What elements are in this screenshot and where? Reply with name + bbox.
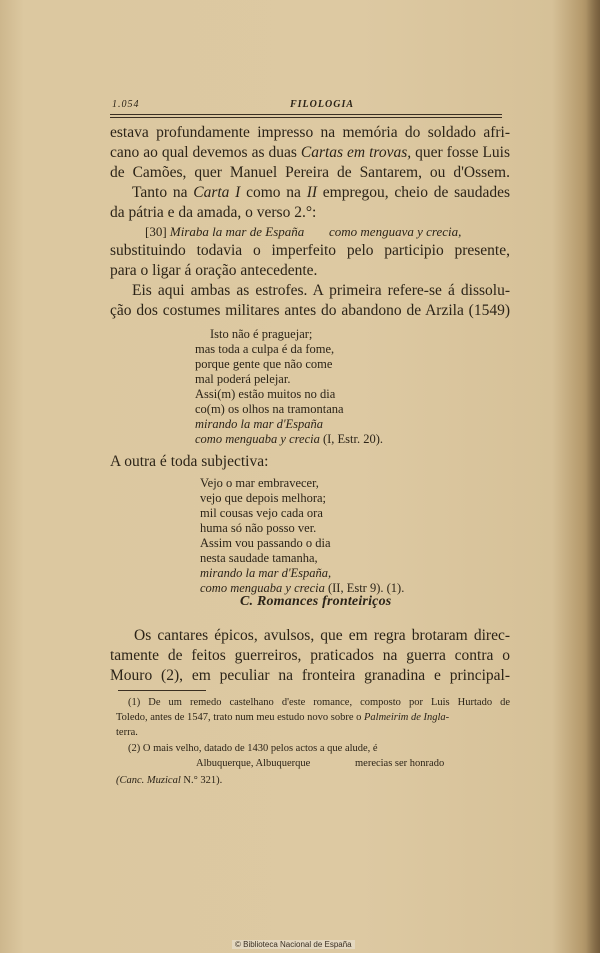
- body-line: ção dos costumes militares antes do abandono de Arzila (1549): [110, 302, 510, 319]
- header-rule-thin: [110, 117, 502, 118]
- body-line: Eis aqui ambas as estrofes. A primeira refere-se á dissolu-: [132, 282, 510, 299]
- stanza-line: mirando la mar d'España,: [200, 566, 332, 580]
- stanza-line: mal poderá pelejar.: [195, 372, 291, 386]
- body-line: Mouro (2), em peculiar na fronteira granadina e principal-: [110, 667, 510, 684]
- stanza-line: porque gente que não come: [195, 357, 333, 371]
- stanza-line: huma só não posso ver.: [200, 521, 317, 535]
- body-line: A outra é toda subjectiva:: [110, 453, 269, 470]
- stanza-line: Assim vou passando o dia: [200, 536, 331, 550]
- quoted-verse-b: como menguava y crecia,: [329, 224, 462, 239]
- body-line: cano ao qual devemos as duas Cartas em trovas, quer fosse Luis: [110, 144, 511, 161]
- page-edge-shadow: [586, 0, 600, 953]
- footnote-line: Toledo, antes de 1547, trato num meu estudo novo sobre o Palmeirim de Ingla-: [116, 712, 450, 723]
- footnote-verse-a: Albuquerque, Albuquerque: [196, 758, 311, 769]
- running-head: FILOLOGIA: [290, 99, 355, 110]
- footnote-verse-b: merecias ser honrado: [355, 758, 445, 769]
- running-header: [112, 99, 502, 113]
- stanza-line: nesta saudade tamanha,: [200, 551, 318, 565]
- footnote-rule: [118, 690, 206, 691]
- footnote-line: (2) O mais velho, datado de 1430 pelos actos a que alude, é: [128, 743, 378, 754]
- stanza-line: mil cousas vejo cada ora: [200, 506, 323, 520]
- section-subheading: C. Romances fronteiriços: [240, 594, 392, 609]
- stanza-line: como menguaba y crecia (I, Estr. 20).: [195, 432, 384, 446]
- body-line: estava profundamente impresso na memória do soldado afri-: [110, 124, 510, 141]
- header-rule: [110, 114, 502, 115]
- body-line: da pátria e da amada, o verso 2.°:: [110, 204, 317, 221]
- stanza-line: co(m) os olhos na tramontana: [195, 402, 344, 416]
- body-line: tamente de feitos guerreiros, praticados na guerra contra o: [110, 647, 510, 664]
- footnote-line: (1) De um remedo castelhano d'este romance, composto por Luis Hurtado de: [128, 697, 510, 708]
- stanza-line: mirando la mar d'España: [195, 417, 324, 431]
- body-line: de Camões, quer Manuel Pereira de Santarem, ou d'Ossem.: [110, 164, 510, 181]
- stanza-line: Isto não é praguejar;: [210, 327, 313, 341]
- stanza-line: como menguaba y crecia (II, Estr 9). (1).: [200, 581, 405, 595]
- library-credit: © Biblioteca Nacional de España: [232, 940, 355, 949]
- stanza-line: Vejo o mar embravecer,: [200, 476, 319, 490]
- stanza-line: mas toda a culpa é da fome,: [195, 342, 335, 356]
- body-line: Os cantares épicos, avulsos, que em regra brotaram direc-: [134, 627, 510, 644]
- body-line: substituindo todavia o imperfeito pelo participio presente,: [110, 242, 510, 259]
- footnote-line: terra.: [116, 727, 138, 738]
- quoted-verse: [30] Miraba la mar de España: [145, 224, 305, 239]
- footnote-line: (Canc. Muzical N.° 321).: [116, 775, 223, 786]
- stanza-line: vejo que depois melhora;: [200, 491, 327, 505]
- page-number: 1.054: [112, 99, 140, 110]
- body-line: para o ligar á oração antecedente.: [110, 262, 318, 279]
- stanza-line: Assi(m) estão muitos no dia: [195, 387, 336, 401]
- body-line: Tanto na Carta I como na II empregou, cheio de saudades: [132, 184, 511, 201]
